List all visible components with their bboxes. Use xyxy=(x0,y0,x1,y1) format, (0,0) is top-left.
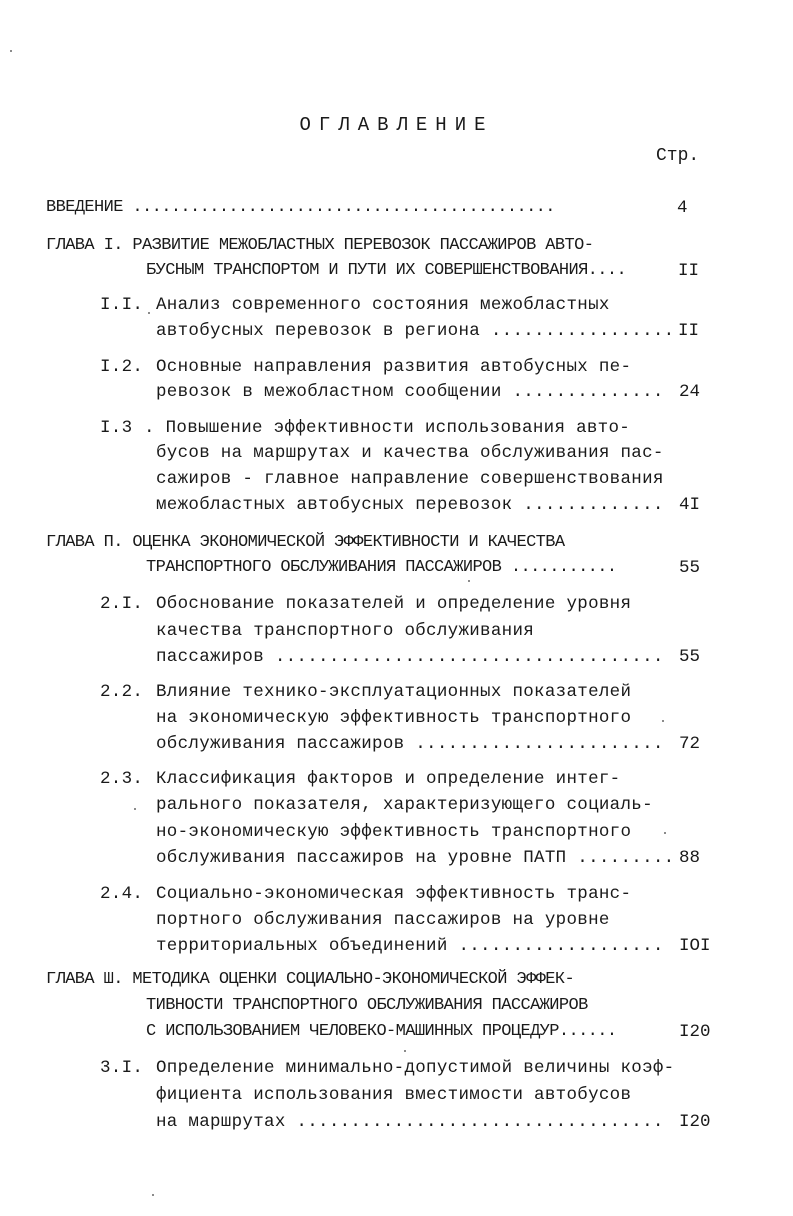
toc-section-1-1-line-2: автобусных перевозок в регионa ................. xyxy=(156,321,675,341)
scan-speck xyxy=(468,580,470,582)
toc-section-number: 2.I. xyxy=(100,594,144,614)
toc-section-3-1-line-1: Определение минимально-допустимой величины коэф- xyxy=(156,1058,675,1078)
toc-section-number: I.2. xyxy=(100,357,144,377)
toc-section-number: 2.4. xyxy=(100,884,144,904)
toc-section-2-3-line-4: обслуживания пассажиров на уровне ПАТП ......... xyxy=(156,848,675,868)
page-title: ОГЛАВЛЕНИЕ xyxy=(299,114,494,136)
scan-speck xyxy=(134,808,136,810)
toc-page-section-3-1: I20 xyxy=(679,1112,711,1132)
toc-section-3-1-line-2: фициента использования вместимости автобусов xyxy=(156,1085,632,1105)
toc-section-1-3-line-3: сажиров - главное направление совершенствования xyxy=(156,469,664,489)
toc-section-1-3-line-1: . Повышение эффективности использования авто- xyxy=(144,418,631,438)
toc-page-section-1-2: 24 xyxy=(679,382,701,402)
scan-speck xyxy=(148,312,150,314)
scan-speck xyxy=(152,1194,154,1196)
toc-page-section-2-1: 55 xyxy=(679,647,701,667)
toc-section-2-1-line-3: пассажиров .................................... xyxy=(156,647,664,667)
toc-section-2-1-line-1: Обоснование показателей и определение уровня xyxy=(156,594,632,614)
toc-section-number: 3.I. xyxy=(100,1058,144,1078)
scan-speck xyxy=(662,720,664,722)
toc-page-section-2-4: IOI xyxy=(679,936,711,956)
toc-section-3-1-line-3: на маршрутах .................................. xyxy=(156,1112,664,1132)
toc-section-1-2-line-2: ревозок в межобластном сообщении .............. xyxy=(156,382,664,402)
toc-section-1-3-line-4: межобластных автобусных перевозок ............. xyxy=(156,495,664,515)
toc-section-2-3-line-1: Классификация факторов и определение интег- xyxy=(156,769,621,789)
scan-speck xyxy=(404,1050,406,1052)
toc-section-1-3-line-2: бусов на маршрутах и качества обслуживания пас- xyxy=(156,443,664,463)
toc-section-1-2-line-1: Основные направления развития автобусных пе- xyxy=(156,357,632,377)
page-column-label: Стр. xyxy=(656,146,700,166)
toc-section-2-3-line-3: но-экономическую эффективность транспортного xyxy=(156,822,632,842)
toc-section-number: I.3 xyxy=(100,418,133,438)
toc-chapter-3-line-2: ТИВНОСТИ ТРАНСПОРТНОГО ОБСЛУЖИВАНИЯ ПАССАЖИРОВ xyxy=(146,996,588,1015)
toc-section-2-2-line-1: Влияние технико-эксплуатационных показателей xyxy=(156,682,632,702)
toc-section-2-2-line-2: на экономическую эффективность транспортного xyxy=(156,708,632,728)
toc-page-section-1-1: II xyxy=(678,321,700,341)
toc-chapter-3-line-3: С ИСПОЛЬЗОВАНИЕМ ЧЕЛОВЕКО-МАШИННЫХ ПРОЦЕДУР...... xyxy=(146,1022,617,1041)
toc-section-number: 2.3. xyxy=(100,769,144,789)
toc-page-chapter-1: II xyxy=(678,261,700,281)
toc-section-2-4-line-1: Социально-экономическая эффективность транс- xyxy=(156,884,632,904)
toc-section-2-4-line-2: портного обслуживания пассажиров на уровне xyxy=(156,910,610,930)
toc-section-2-2-line-3: обслуживания пассажиров ....................... xyxy=(156,734,664,754)
scan-speck xyxy=(10,50,12,52)
toc-chapter-1-line-1: ГЛАВА I. РАЗВИТИЕ МЕЖОБЛАСТНЫХ ПЕРЕВОЗОК ПАССАЖИРОВ АВТО- xyxy=(46,236,594,255)
toc-section-number: 2.2. xyxy=(100,682,144,702)
toc-chapter-2-line-1: ГЛАВА П. ОЦЕНКА ЭКОНОМИЧЕСКОЙ ЭФФЕКТИВНОСТИ И КАЧЕСТВА xyxy=(46,533,565,552)
toc-section-2-1-line-2: качества транспортного обслуживания xyxy=(156,621,535,641)
toc-page-chapter-2: 55 xyxy=(679,558,701,578)
toc-chapter-1-line-2: БУСНЫМ ТРАНСПОРТОМ И ПУТИ ИХ СОВЕРШЕНСТВОВАНИЯ.... xyxy=(146,261,627,280)
toc-page-chapter-3: I20 xyxy=(679,1022,711,1042)
toc-page-section-2-3: 88 xyxy=(679,848,701,868)
scan-speck xyxy=(664,832,666,834)
toc-chapter-3-line-1: ГЛАВА Ш. МЕТОДИКА ОЦЕНКИ СОЦИАЛЬНО-ЭКОНОМИЧЕСКОЙ ЭФФЕК- xyxy=(46,970,575,989)
toc-section-number: I.I. xyxy=(100,295,144,315)
toc-section-1-1-line-1: Анализ современного состояния межобластных xyxy=(156,295,610,315)
toc-section-2-4-line-3: территориальных объединений ................... xyxy=(156,936,664,956)
toc-page-section-1-3: 4I xyxy=(679,495,701,515)
toc-chapter-2-line-2: ТРАНСПОРТНОГО ОБСЛУЖИВАНИЯ ПАССАЖИРОВ ........... xyxy=(146,558,617,577)
toc-section-2-3-line-2: рального показателя, характеризующего социаль- xyxy=(156,795,653,815)
toc-page-section-2-2: 72 xyxy=(679,734,701,754)
toc-entry-intro: ВВЕДЕНИЕ ............................................ xyxy=(46,198,555,217)
toc-page-intro: 4 xyxy=(677,198,688,218)
